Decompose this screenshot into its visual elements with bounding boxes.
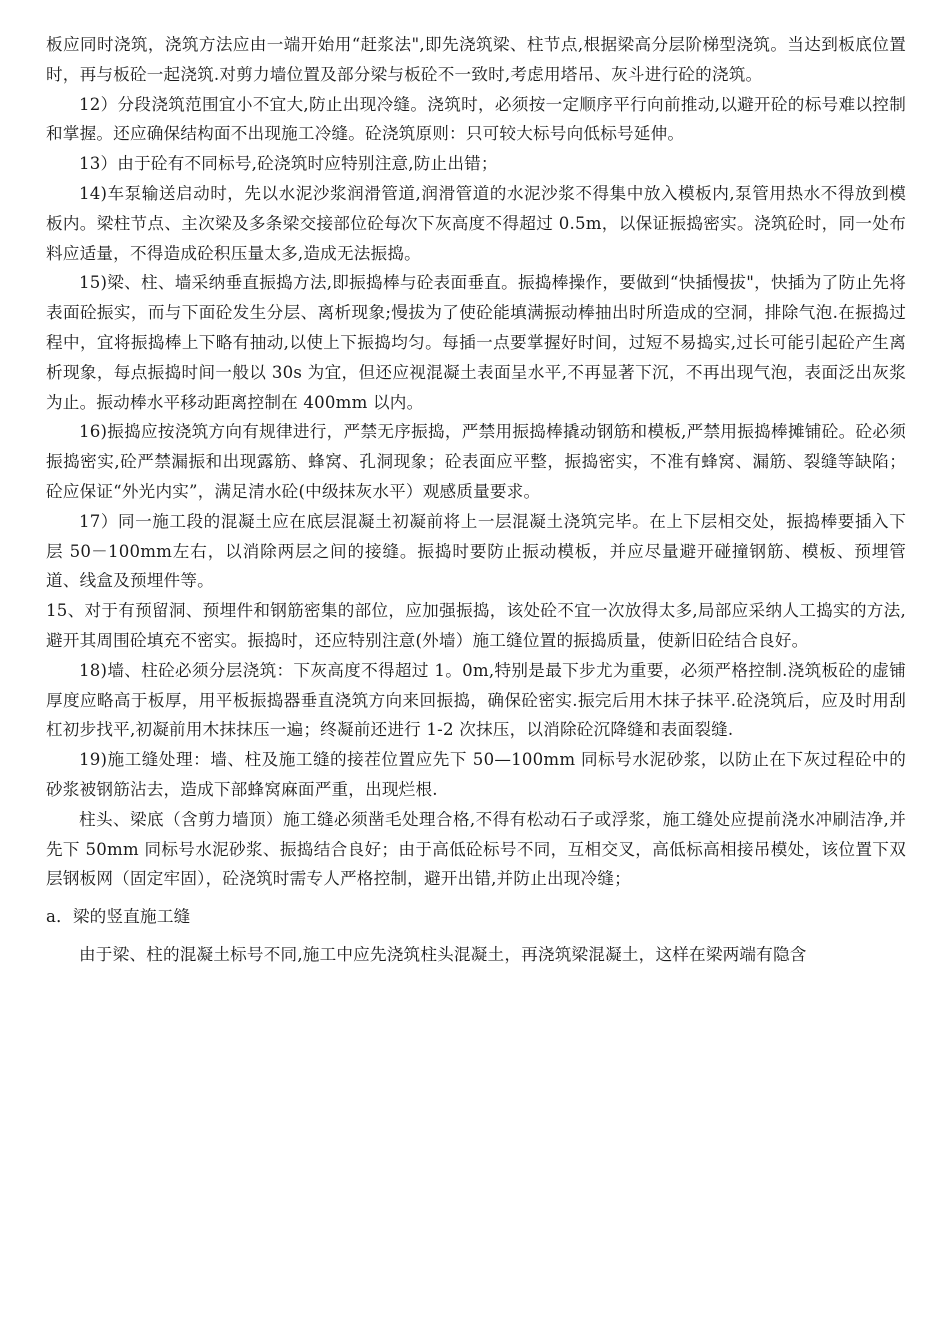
paragraph-beam-joint: 由于梁、柱的混凝土标号不同,施工中应先浇筑柱头混凝土，再浇筑梁混凝土，这样在梁两端有隐含 <box>79 944 807 964</box>
paragraph-construction-joint: 柱头、梁底（含剪力墙顶）施工缝必须凿毛处理合格,不得有松动石子或浮浆，施工缝处应提前浇水冲刷洁净,并先下 50mm 同标号水泥砂浆、振捣结合良好；由于高低砼标号不同，互相交叉，高低标高相接吊模处，该位置下双层钢板网（固定牢固），砼浇筑时需专人严格控制，避开出错,并防止出现冷缝； <box>46 809 906 889</box>
paragraph-item-13: 13）由于砼有不同标号,砼浇筑时应特别注意,防止出错； <box>79 154 498 174</box>
paragraph-item-17: 17）同一施工段的混凝土应在底层混凝土初凝前将上一层混凝土浇筑完毕。在上下层相交处，振捣棒要插入下层 50－100mm左右，以消除两层之间的接缝。振捣时要防止振动模板，并应尽量避开碰撞钢筋、模板、预埋管道、线盒及预埋件等。 <box>46 511 906 591</box>
paragraph-section-15: 15、对于有预留洞、预埋件和钢筋密集的部位，应加强振捣，该处砼不宜一次放得太多,局部应采纳人工捣实的方法,避开其周围砼填充不密实。振捣时，还应特别注意(外墙）施工缝位置的振捣质量，使新旧砼结合良好。 <box>46 601 906 650</box>
section-heading: a．梁的竖直施工缝 <box>46 907 191 927</box>
paragraph-item-19: 19)施工缝处理：墙、柱及施工缝的接茬位置应先下 50—100mm 同标号水泥砂浆，以防止在下灰过程砼中的砂浆被钢筋沾去，造成下部蜂窝麻面严重，出现烂根. <box>46 750 906 799</box>
paragraph-continuation: 板应同时浇筑，浇筑方法应由一端开始用“赶浆法",即先浇筑梁、柱节点,根据梁高分层阶梯型浇筑。当达到板底位置时，再与板砼一起浇筑.对剪力墙位置及部分梁与板砼不一致时,考虑用塔吊、灰斗进行砼的浇筑。 <box>46 35 906 84</box>
paragraph-item-14: 14)车泵输送启动时，先以水泥沙浆润滑管道,润滑管道的水泥沙浆不得集中放入模板内,泵管用热水不得放到模板内。梁柱节点、主次梁及多条梁交接部位砼每次下灰高度不得超过 0.5m，以保证振捣密实。浇筑砼时，同一处布料应适量，不得造成砼积压量太多,造成无法振捣。 <box>46 183 906 263</box>
paragraph-item-15: 15)梁、柱、墙采纳垂直振捣方法,即振捣棒与砼表面垂直。振捣棒操作，要做到“快插慢拔"，快插为了防止先将表面砼振实，而与下面砼发生分层、离析现象;慢拔为了使砼能填满振动棒抽出时所造成的空洞，排除气泡.在振捣过程中，宜将振捣棒上下略有抽动,以使上下振捣均匀。每插一点要掌握好时间，过短不易捣实,过长可能引起砼产生离析现象，每点振捣时间一般以 30s 为宜，但还应视混凝土表面呈水平,不再显著下沉，不再出现气泡，表面泛出灰浆为止。振动棒水平移动距离控制在 400mm 以内。 <box>46 273 906 412</box>
document-page <box>46 30 906 970</box>
paragraph-item-12: 12）分段浇筑范围宜小不宜大,防止出现冷缝。浇筑时，必须按一定顺序平行向前推动,以避开砼的标号难以控制和掌握。还应确保结构面不出现施工冷缝。砼浇筑原则：只可较大标号向低标号延伸。 <box>46 94 906 144</box>
paragraph-item-16: 16)振捣应按浇筑方向有规律进行，严禁无序振捣，严禁用振捣棒撬动钢筋和模板,严禁用振捣棒摊铺砼。砼必须振捣密实,砼严禁漏振和出现露筋、蜂窝、孔洞现象；砼表面应平整，振捣密实，不准有蜂窝、漏筋、裂缝等缺陷；砼应保证“外光内实”，满足清水砼(中级抹灰水平）观感质量要求。 <box>46 422 906 501</box>
paragraph-item-18: 18)墙、柱砼必须分层浇筑：下灰高度不得超过 1。0m,特别是最下步尤为重要，必须严格控制.浇筑板砼的虚铺厚度应略高于板厚，用平板振捣器垂直浇筑方向来回振捣，确保砼密实.振完后用木抹子抹平.砼浇筑后，应及时用刮杠初步找平,初凝前用木抹抹压一遍；终凝前还进行 1-2 次抹压，以消除砼沉降缝和表面裂缝. <box>46 660 906 740</box>
